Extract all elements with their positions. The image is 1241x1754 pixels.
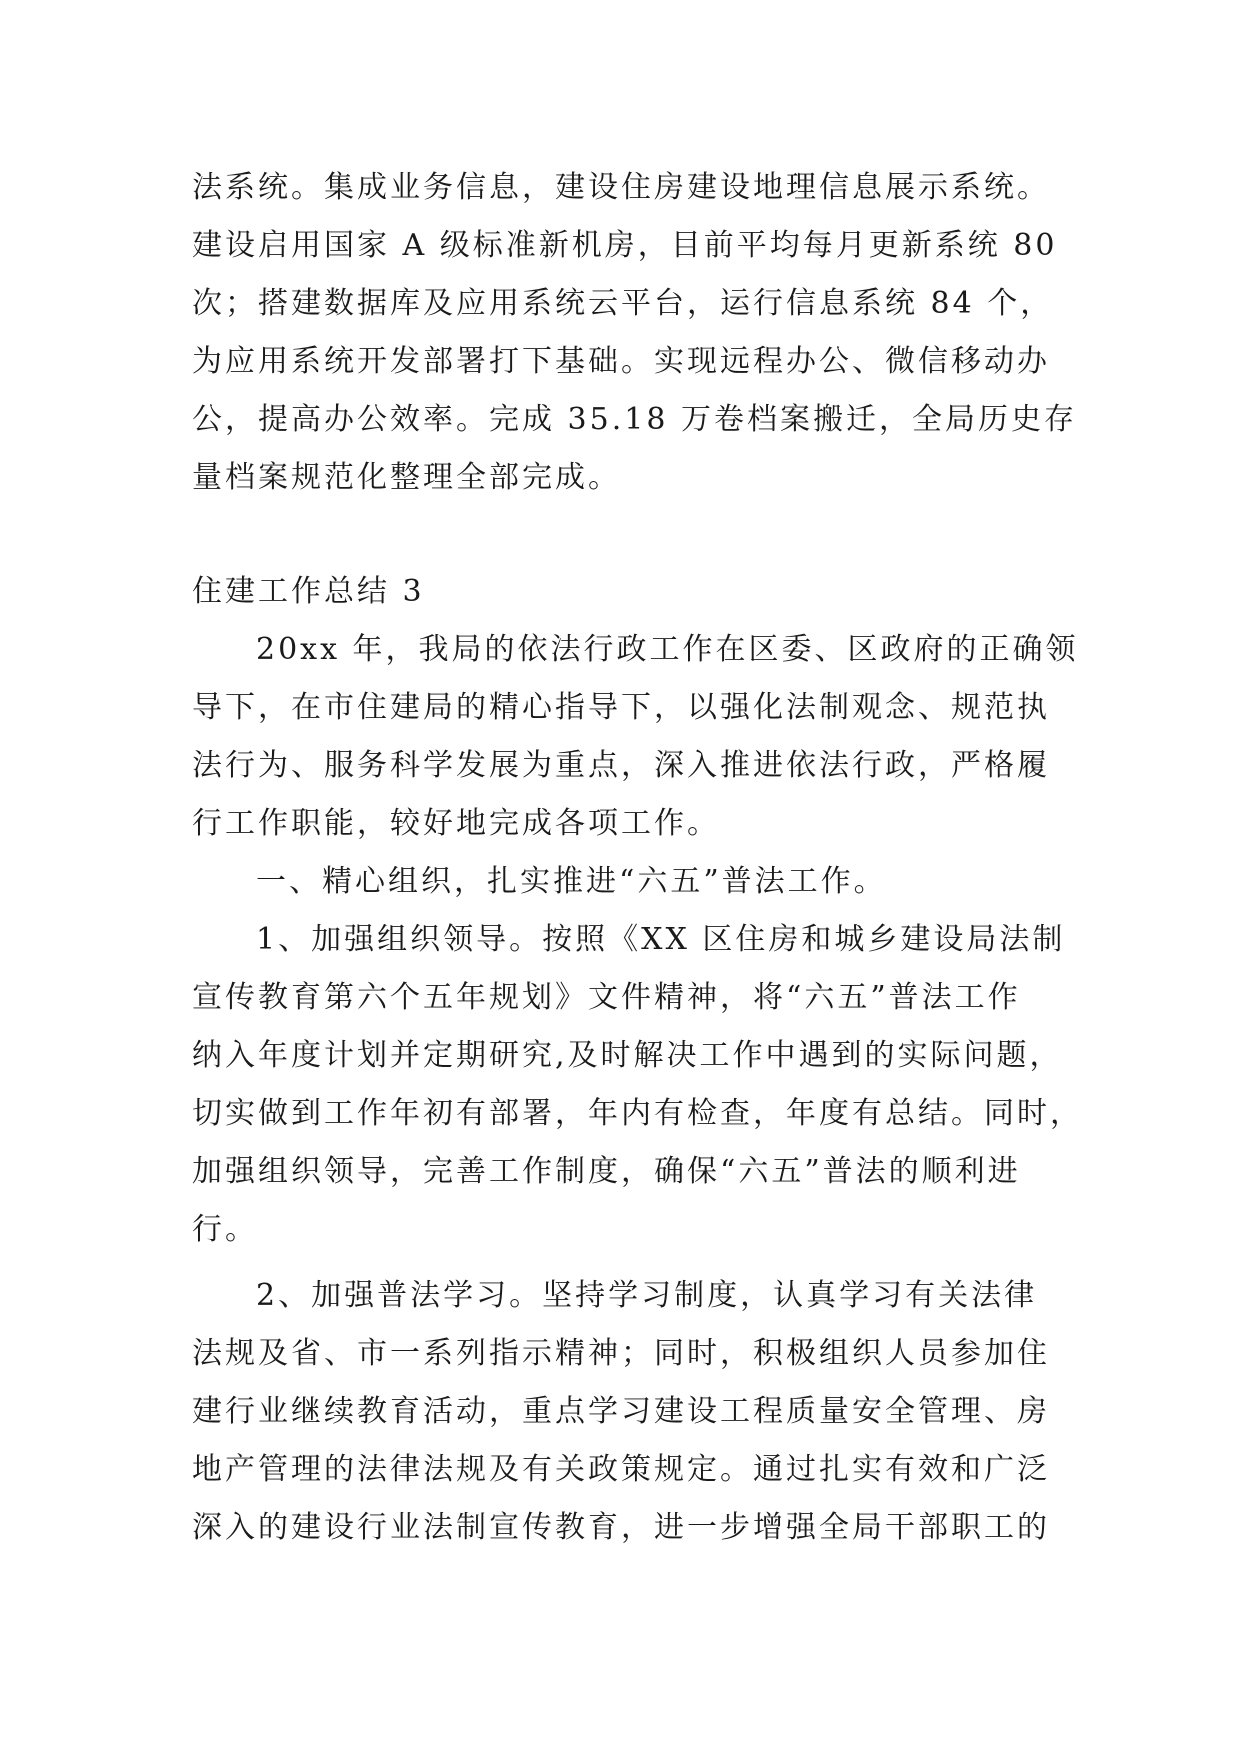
item-two-line: 深入的建设行业法制宣传教育，进一步增强全局干部职工的 <box>192 1510 1050 1545</box>
item-one-line: 切实做到工作年初有部署，年内有检查，年度有总结。同时， <box>192 1096 1083 1131</box>
item-two-line: 法规及省、市一系列指示精神；同时，积极组织人员参加住 <box>192 1336 1050 1371</box>
item-two-line: 建行业继续教育活动，重点学习建设工程质量安全管理、房 <box>192 1394 1050 1429</box>
paragraph-line: 次；搭建数据库及应用系统云平台，运行信息系统 84 个， <box>192 286 1054 321</box>
item-one-line: 行。 <box>192 1212 258 1247</box>
section-heading: 住建工作总结 3 <box>192 574 425 609</box>
intro-line: 法行为、服务科学发展为重点，深入推进依法行政，严格履 <box>192 748 1050 783</box>
section-one-title: 一、精心组织，扎实推进“六五”普法工作。 <box>256 864 887 899</box>
item-one-line: 纳入年度计划并定期研究,及时解决工作中遇到的实际问题， <box>192 1038 1063 1073</box>
continuation-paragraph <box>192 159 1077 507</box>
item-one-line: 加强组织领导，完善工作制度，确保“六五”普法的顺利进 <box>192 1154 1021 1189</box>
intro-line: 20xx 年，我局的依法行政工作在区委、区政府的正确领 <box>256 632 1079 667</box>
body-text <box>192 621 1083 1557</box>
paragraph-line: 为应用系统开发部署打下基础。实现远程办公、微信移动办 <box>192 344 1050 379</box>
paragraph-line: 公，提高办公效率。完成 35.18 万卷档案搬迁，全局历史存 <box>192 402 1077 437</box>
item-two-line: 2、加强普法学习。坚持学习制度，认真学习有关法律 <box>256 1278 1038 1313</box>
intro-line: 导下，在市住建局的精心指导下，以强化法制观念、规范执 <box>192 690 1050 725</box>
paragraph-line: 量档案规范化整理全部完成。 <box>192 460 621 495</box>
item-one-line: 1、加强组织领导。按照《XX 区住房和城乡建设局法制 <box>256 922 1066 957</box>
item-one-line: 宣传教育第六个五年规划》文件精神，将“六五”普法工作 <box>192 980 1021 1015</box>
paragraph-line: 建设启用国家 A 级标准新机房，目前平均每月更新系统 80 <box>192 228 1058 263</box>
item-two-line: 地产管理的法律法规及有关政策规定。通过扎实有效和广泛 <box>192 1452 1050 1487</box>
paragraph-gap <box>192 1259 1072 1267</box>
paragraph-line: 法系统。集成业务信息，建设住房建设地理信息展示系统。 <box>192 170 1050 205</box>
intro-line: 行工作职能，较好地完成各项工作。 <box>192 806 720 841</box>
